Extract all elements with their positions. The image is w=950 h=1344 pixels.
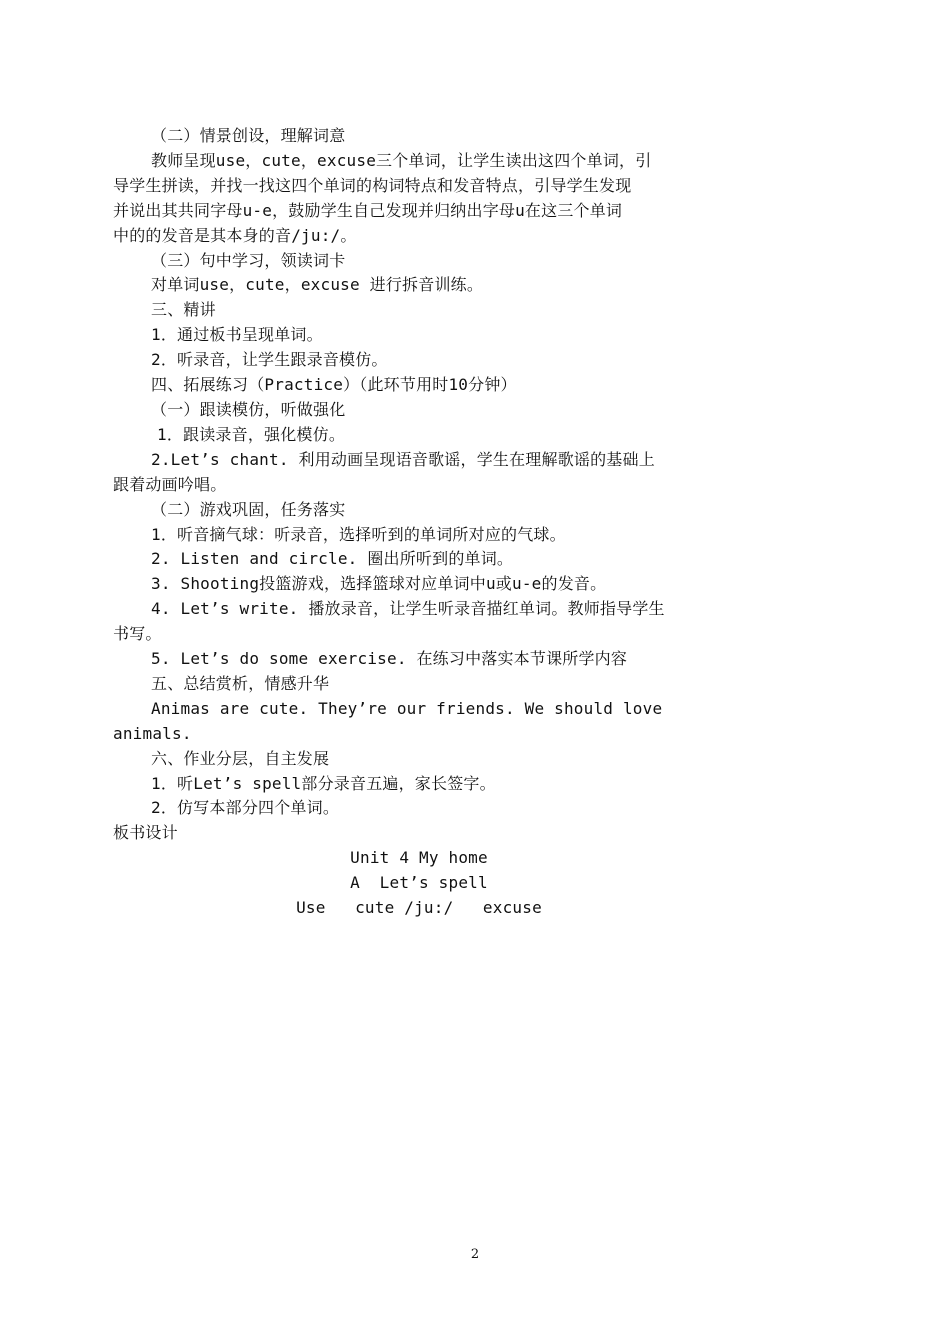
text-line: animals. xyxy=(113,723,192,743)
text-line: 5. Let’s do some exercise. 在练习中落实本节课所学内容 xyxy=(151,649,628,669)
text-line: 2.Let’s chant. 利用动画呈现语音歌谣，学生在理解歌谣的基础上 xyxy=(151,449,655,469)
text-line: （一）跟读模仿，听做强化 xyxy=(151,399,346,419)
text-line: 中的的发音是其本身的音/ju:/。 xyxy=(113,225,357,245)
section-heading: 五、总结赏析，情感升华 xyxy=(151,673,330,693)
text-line: 对单词use，cute，excuse 进行拆音训练。 xyxy=(151,275,484,295)
text-line: 1．听Let’s spell部分录音五遍，家长签字。 xyxy=(151,773,496,793)
text-line: 1．通过板书呈现单词。 xyxy=(151,325,323,345)
text-line: （二）情景创设，理解词意 xyxy=(151,126,346,145)
text-line: 导学生拼读，并找一找这四个单词的构词特点和发音特点，引导学生发现 xyxy=(113,175,632,195)
board-words-line: Use cute /ju:/ excuse xyxy=(296,898,542,918)
board-section-line: A Let’s spell xyxy=(350,873,488,893)
board-design xyxy=(113,846,725,921)
document-body xyxy=(113,124,725,921)
text-line: Animas are cute. They’re our friends. We should love xyxy=(151,698,663,718)
page-number: 2 xyxy=(470,1247,480,1262)
text-line: 1．听音摘气球：听录音，选择听到的单词所对应的气球。 xyxy=(151,524,566,544)
text-line: 1．跟读录音，强化模仿。 xyxy=(157,424,346,444)
text-line: 2．仿写本部分四个单词。 xyxy=(151,798,340,818)
section-heading: 四、拓展练习（Practice）（此环节用时10分钟） xyxy=(151,375,517,395)
section-heading: 三、精讲 xyxy=(151,300,216,320)
text-line: 3. Shooting投篮游戏，选择篮球对应单词中u或u-e的发音。 xyxy=(151,574,607,594)
section-heading: 板书设计 xyxy=(113,823,178,843)
section-heading: 六、作业分层，自主发展 xyxy=(151,748,330,768)
text-line: 4. Let’s write. 播放录音，让学生听录音描红单词。教师指导学生 xyxy=(151,599,665,619)
text-line: 2．听录音，让学生跟录音模仿。 xyxy=(151,350,388,370)
text-line: 教师呈现use，cute，excuse三个单词，让学生读出这四个单词，引 xyxy=(151,150,652,170)
text-line: 跟着动画吟唱。 xyxy=(113,474,227,494)
text-line: （二）游戏巩固，任务落实 xyxy=(151,499,346,519)
text-line: 书写。 xyxy=(113,624,162,644)
text-line: （三）句中学习，领读词卡 xyxy=(151,250,346,270)
text-line: 并说出其共同字母u-e，鼓励学生自己发现并归纳出字母u在这三个单词 xyxy=(113,200,623,220)
text-line: 2. Listen and circle. 圈出所听到的单词。 xyxy=(151,549,514,569)
board-unit-line: Unit 4 My home xyxy=(350,848,488,868)
